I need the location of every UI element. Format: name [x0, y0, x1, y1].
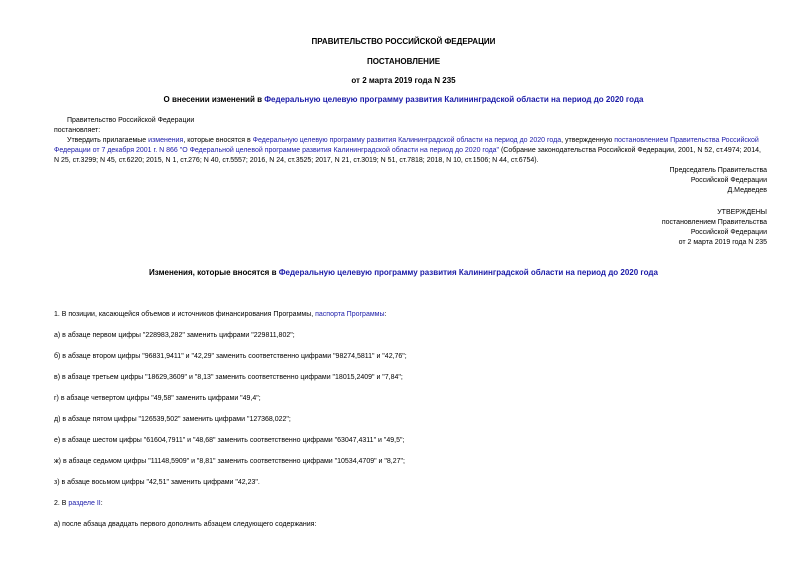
- item-text: 2. В: [54, 500, 69, 507]
- item-1: [54, 311, 386, 318]
- changes-heading: [0, 268, 807, 277]
- doc-type: ПОСТАНОВЛЕНИЕ: [366, 57, 441, 66]
- section-2-link[interactable]: разделе II: [68, 500, 101, 507]
- item-text: :: [384, 311, 387, 318]
- item-text: :: [100, 500, 103, 507]
- sub-item-d: д) в абзаце пятом цифры "126539,502" заменить цифрами "127368,022";: [54, 416, 291, 423]
- sub-item-g: г) в абзаце четвертом цифры "49,58" заменить цифрами "49,4";: [54, 395, 261, 402]
- signature-line-1: Председатель Правительства: [669, 167, 767, 174]
- approval-line-4: от 2 марта 2019 года N 235: [678, 239, 767, 246]
- sub-item-z: з) в абзаце восьмом цифры "42,51" заменить цифрами "42,23".: [54, 479, 260, 486]
- changes-heading-link[interactable]: Федеральную целевую программу развития Калининградской области на период до 2020 года: [278, 268, 658, 277]
- passport-link[interactable]: паспорта Программы: [315, 311, 385, 318]
- changes-link[interactable]: изменения: [148, 137, 184, 144]
- approval-line-3: Российской Федерации: [690, 229, 767, 236]
- signature-line-2: Российской Федерации: [690, 177, 767, 184]
- para-text: , утвержденную: [561, 137, 615, 144]
- sub-item-zh: ж) в абзаце седьмом цифры "11148,5909" и "8,81" заменить соответственно цифрами "10534,4709" и "8,27";: [54, 458, 405, 465]
- sub-item-v: в) в абзаце третьем цифры "18629,3609" и "8,13" заменить соответственно цифрами "18015,2409" и "7,84";: [54, 374, 403, 381]
- sub-item-e: е) в абзаце шестом цифры "61604,7911" и "48,68" заменить соответственно цифрами "63047,4311" и "49,5";: [54, 437, 405, 444]
- preamble-line-1: Правительство Российской Федерации: [67, 117, 195, 124]
- decree-link-part-2[interactable]: Федерации от 7 декабря 2001 г. N 866 "О Федеральной целевой программе развития Калининградской области на период до 2020 года": [54, 147, 500, 154]
- para-text: , которые вносятся в: [183, 137, 253, 144]
- resolution-para-line-2: [54, 147, 761, 154]
- item-2: [54, 500, 103, 507]
- doc-title-prefix: О внесении изменений в: [163, 95, 265, 104]
- para-text: (Собрание законодательства Российской Федерации, 2001, N 52, ст.4974; 2014,: [499, 147, 761, 154]
- preamble-line-2: постановляет:: [54, 127, 101, 134]
- signature-line-3: Д.Медведев: [727, 187, 767, 194]
- resolution-para-line-1: [67, 137, 759, 144]
- doc-date-number: от 2 марта 2019 года N 235: [351, 76, 456, 85]
- approval-line-1: УТВЕРЖДЕНЫ: [717, 209, 767, 216]
- resolution-para-line-3: N 25, ст.3299; N 45, ст.6220; 2015, N 1, ст.276; N 40, ст.5557; 2016, N 24, ст.3525; 2017, N 21, ст.3019; N 51, ст.7818; 2018, N 10, ст.1506; N 44, ст.6754).: [54, 157, 539, 164]
- changes-heading-prefix: Изменения, которые вносятся в: [149, 268, 279, 277]
- program-link[interactable]: Федеральную целевую программу развития Калининградской области на период до 2020 года: [252, 137, 562, 144]
- sub-item-a: а) в абзаце первом цифры "228983,282" заменить цифрами "229811,802";: [54, 332, 295, 339]
- sub-item-b: б) в абзаце втором цифры "96831,9411" и "42,29" заменить соответственно цифрами "98274,5811" и "42,76";: [54, 353, 407, 360]
- item-2-sub-a: а) после абзаца двадцать первого дополнить абзацем следующего содержания:: [54, 521, 317, 528]
- item-text: 1. В позиции, касающейся объемов и источников финансирования Программы,: [54, 311, 316, 318]
- doc-title-link[interactable]: Федеральную целевую программу развития Калининградской области на период до 2020 года: [264, 95, 644, 104]
- para-text: Утвердить прилагаемые: [67, 137, 149, 144]
- approval-line-2: постановлением Правительства: [661, 219, 767, 226]
- doc-authority: ПРАВИТЕЛЬСТВО РОССИЙСКОЙ ФЕДЕРАЦИИ: [311, 37, 496, 46]
- doc-title: [0, 95, 807, 104]
- decree-link-part-1[interactable]: постановлением Правительства Российской: [614, 137, 759, 144]
